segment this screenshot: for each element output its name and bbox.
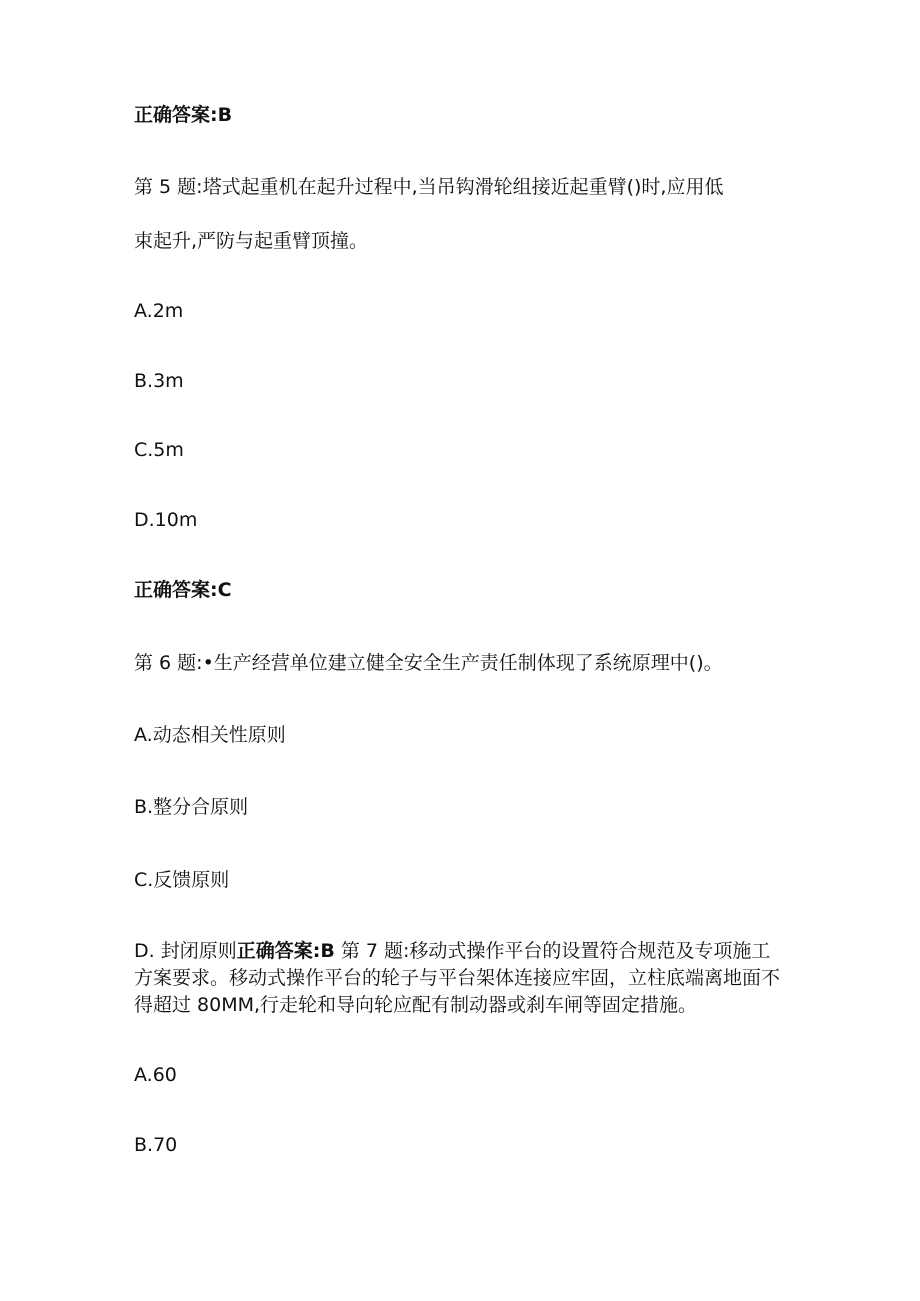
q7-option-a: A.60 (134, 1064, 177, 1086)
q6-question: 第 6 题:•生产经营单位建立健全安全生产责任制体现了系统原理中()。 (134, 652, 723, 674)
q6-option-a: A.动态相关性原则 (134, 724, 286, 746)
q5-option-d: D.10m (134, 509, 198, 531)
q5-option-c: C.5m (134, 439, 184, 461)
q6-option-d: D. 封闭原则 (134, 940, 237, 962)
q5-text-line2: 束起升,严防与起重臂顶撞。 (134, 230, 369, 252)
q6-option-d-and-q7 (134, 938, 784, 1019)
q5-text-line1: 第 5 题:塔式起重机在起升过程中,当吊钩滑轮组接近起重臂()时,应用低 (134, 176, 724, 198)
q5-option-b: B.3m (134, 370, 184, 392)
q7-question: 第 7 题:移动式操作平台的设置符合规范及专项施工方案要求。移动式操作平台的轮子与平台架体连接应牢固，立柱底端离地面不得超过 80MM,行走轮和导向轮应配有制动器或刹车闸等固定措施。 (134, 940, 781, 1016)
answer-q6: 正确答案:B (236, 940, 335, 962)
q5-option-a: A.2m (134, 300, 184, 322)
answer-q4: 正确答案:B (134, 104, 233, 126)
q6-option-c: C.反馈原则 (134, 869, 230, 891)
q6-option-b: B.整分合原则 (134, 796, 249, 818)
q7-option-b: B.70 (134, 1134, 178, 1156)
answer-q5: 正确答案:C (134, 579, 232, 601)
